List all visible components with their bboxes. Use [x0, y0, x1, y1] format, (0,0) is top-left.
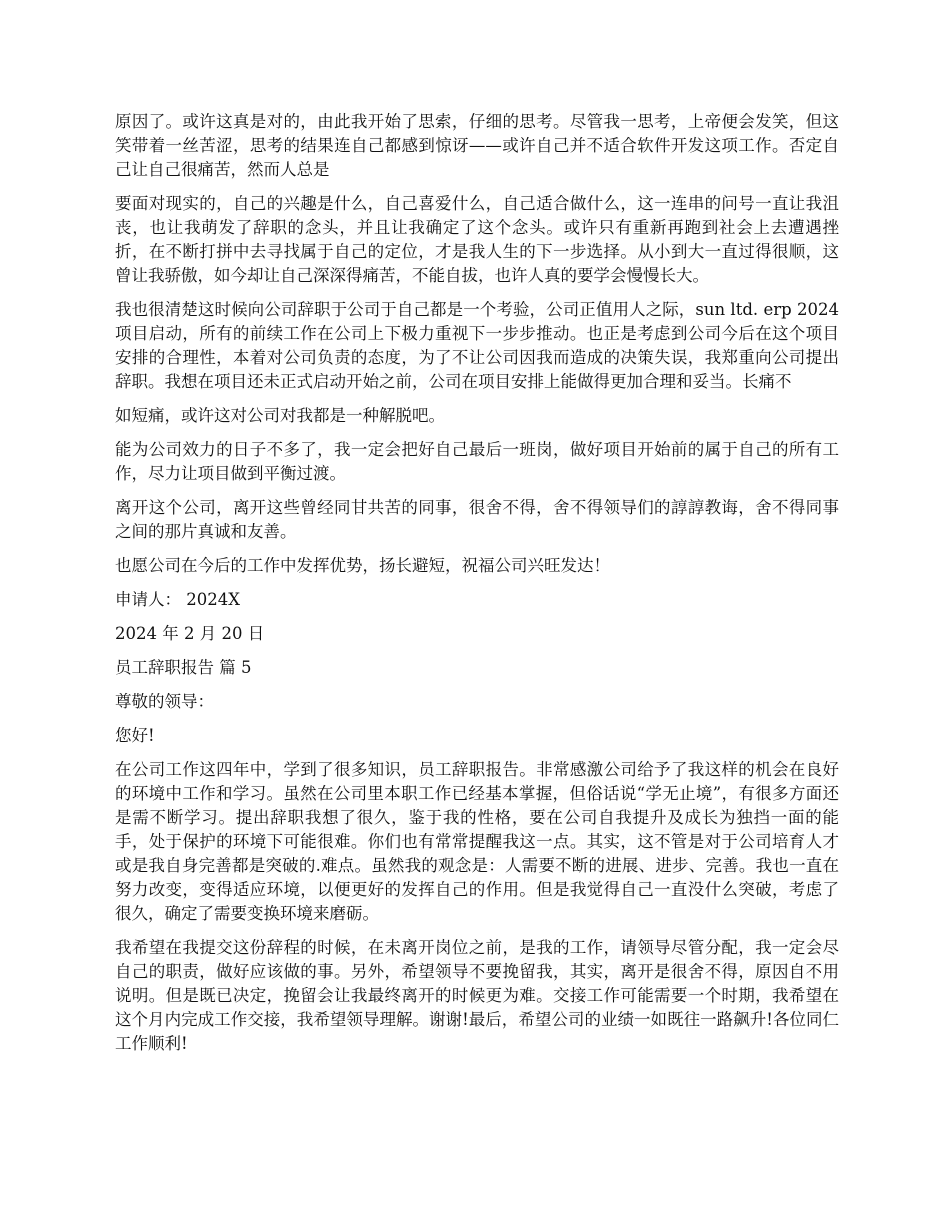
- paragraph-project: 我也很清楚这时候向公司辞职于公司于自己都是一个考验，公司正值用人之际，sun ltd. erp 2024 项目启动，所有的前续工作在公司上下极力重视下一步步推动。也正是考虑到公司今后在这个项目安排的合理性，本着对公司负责的态度，为了不让公司因我而造成的决策失误，我郑重向公司提出辞职。我想在项目还未正式启动开始之前，公司在项目安排上能做得更加合理和妥当。长痛不: [115, 300, 839, 391]
- salutation: 尊敬的领导：: [115, 692, 214, 711]
- document-body: [115, 110, 839, 1066]
- paragraph-last-days: 能为公司效力的日子不多了，我一定会把好自己最后一班岗，做好项目开始前的属于自己的所有工作，尽力让项目做到平衡过渡。: [115, 440, 839, 483]
- greeting: 您好!: [115, 726, 155, 745]
- paragraph-reality: 要面对现实的，自己的兴趣是什么，自己喜爱什么，自己适合做什么，这一连串的问号一直让我沮丧，也让我萌发了辞职的念头，并且让我确定了这个念头。或许只有重新再跑到社会上去遭遇挫折，在不断打拼中去寻找属于自己的定位，才是我人生的下一步选择。从小到大一直过得很顺，这曾让我骄傲，如今却让自己深深得痛苦，不能自拔，也许人真的要学会慢慢长大。: [115, 194, 839, 285]
- paragraph-reason: 原因了。或许这真是对的，由此我开始了思索，仔细的思考。尽管我一思考，上帝便会发笑，但这笑带着一丝苦涩，思考的结果连自己都感到惊讶——或许自己并不适合软件开发这项工作。否定自己让自己很痛苦，然而人总是: [115, 112, 839, 179]
- paragraph-leaving: 离开这个公司，离开这些曾经同甘共苦的同事，很舍不得，舍不得领导们的諄諄教诲，舍不得同事之间的那片真诚和友善。: [115, 498, 839, 541]
- paragraph-handover: 我希望在我提交这份辞程的时候，在未离开岗位之前，是我的工作，请领导尽管分配，我一定会尽自己的职责，做好应该做的事。另外，希望领导不要挽留我，其实，离开是很舍不得，原因自不用说明。但是既已决定，挽留会让我最终离开的时候更为难。交接工作可能需要一个时期，我希望在这个月内完成工作交接，我希望领导理解。谢谢!最后，希望公司的业绩一如既往一路飙升!各位同仁工作顺利!: [115, 938, 839, 1053]
- paragraph-four-years: 在公司工作这四年中，学到了很多知识，员工辞职报告。非常感激公司给予了我这样的机会在良好的环境中工作和学习。虽然在公司里本职工作已经基本掌握，但俗话说“学无止境”，有很多方面还是需不断学习。提出辞职我想了很久，鉴于我的性格，要在公司自我提升及成长为独挡一面的能手，处于保护的环境下可能很难。你们也有常常提醒我这一点。其实，这不管是对于公司培育人才或是我自身完善都是突破的.难点。虽然我的观念是：人需要不断的进展、进步、完善。我也一直在努力改变，变得适应环境，以便更好的发挥自己的作用。但是我觉得自己一直没什么突破，考虑了很久，确定了需要变换环境来磨砺。: [115, 760, 839, 923]
- section-heading: 员工辞职报告 篇 5: [115, 658, 252, 677]
- paragraph-wishes: 也愿公司在今后的工作中发挥优势，扬长避短，祝福公司兴旺发达！: [115, 556, 610, 575]
- applicant-line: 申请人： 2024X: [115, 590, 240, 609]
- date-line: 2024 年 2 月 20 日: [115, 624, 265, 643]
- paragraph-short-pain: 如短痛，或许这对公司对我都是一种解脱吧。: [115, 406, 445, 425]
